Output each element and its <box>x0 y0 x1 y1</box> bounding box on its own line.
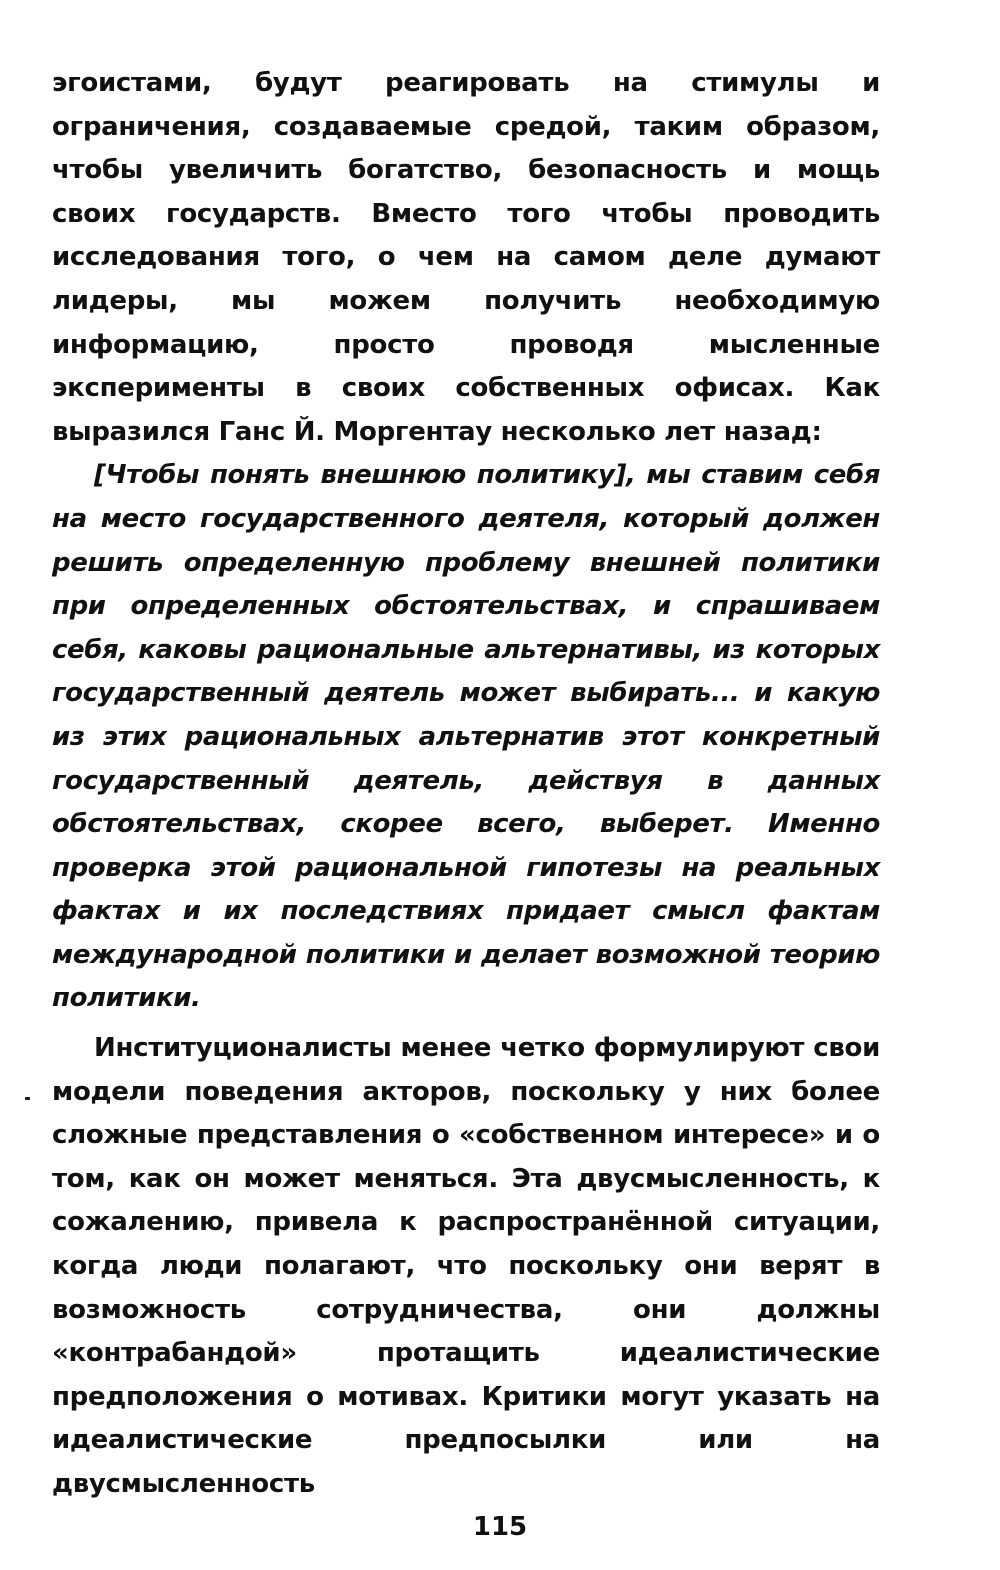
scan-speck <box>25 1097 30 1100</box>
paragraph-institutionalists: Институционалисты менее четко формулируют свои модели поведения акторов, поскольку у них более сложные представления о «собственном интересе» и о том, как он может меняться. Эта двусмысленность, к сожалению, привела к распространённой ситуации, когда люди полагают, что поскольку они верят в возможность сотрудничества, они должны «контрабандой» протащить идеалистические предположения о мотивах. Критики могут указать на идеалистические предпосылки или на двусмысленность <box>52 1033 880 1499</box>
page-text <box>52 62 880 1502</box>
block-quote-morgenthau: [Чтобы понять внешнюю политику], мы ставим себя на место государственного деятеля, который должен решить определенную проблему внешней политики при определенных обстоятельствах, и спрашиваем себя, каковы рациональные альтернативы, из которых государственный деятель может выбирать... и какую из этих рациональных альтернатив этот конкретный государственный деятель, действуя в данных обстоятельствах, скорее всего, выберет. Именно проверка этой рациональной гипотезы на реальных фактах и их последствиях придает смысл фактам международной политики и делает возможной теорию политики. <box>52 460 880 1014</box>
paragraph-intro: эгоистами, будут реагировать на стимулы и ограничения, создаваемые средой, таким образом, чтобы увеличить богатство, безопасность и мощь своих государств. Вместо того чтобы проводить исследования того, о чем на самом деле думают лидеры, мы можем получить необходимую информацию, просто проводя мысленные эксперименты в своих собственных офисах. Как выразился Ганс Й. Моргентау несколько лет назад: <box>52 68 880 447</box>
page-number: 115 <box>472 1512 528 1542</box>
